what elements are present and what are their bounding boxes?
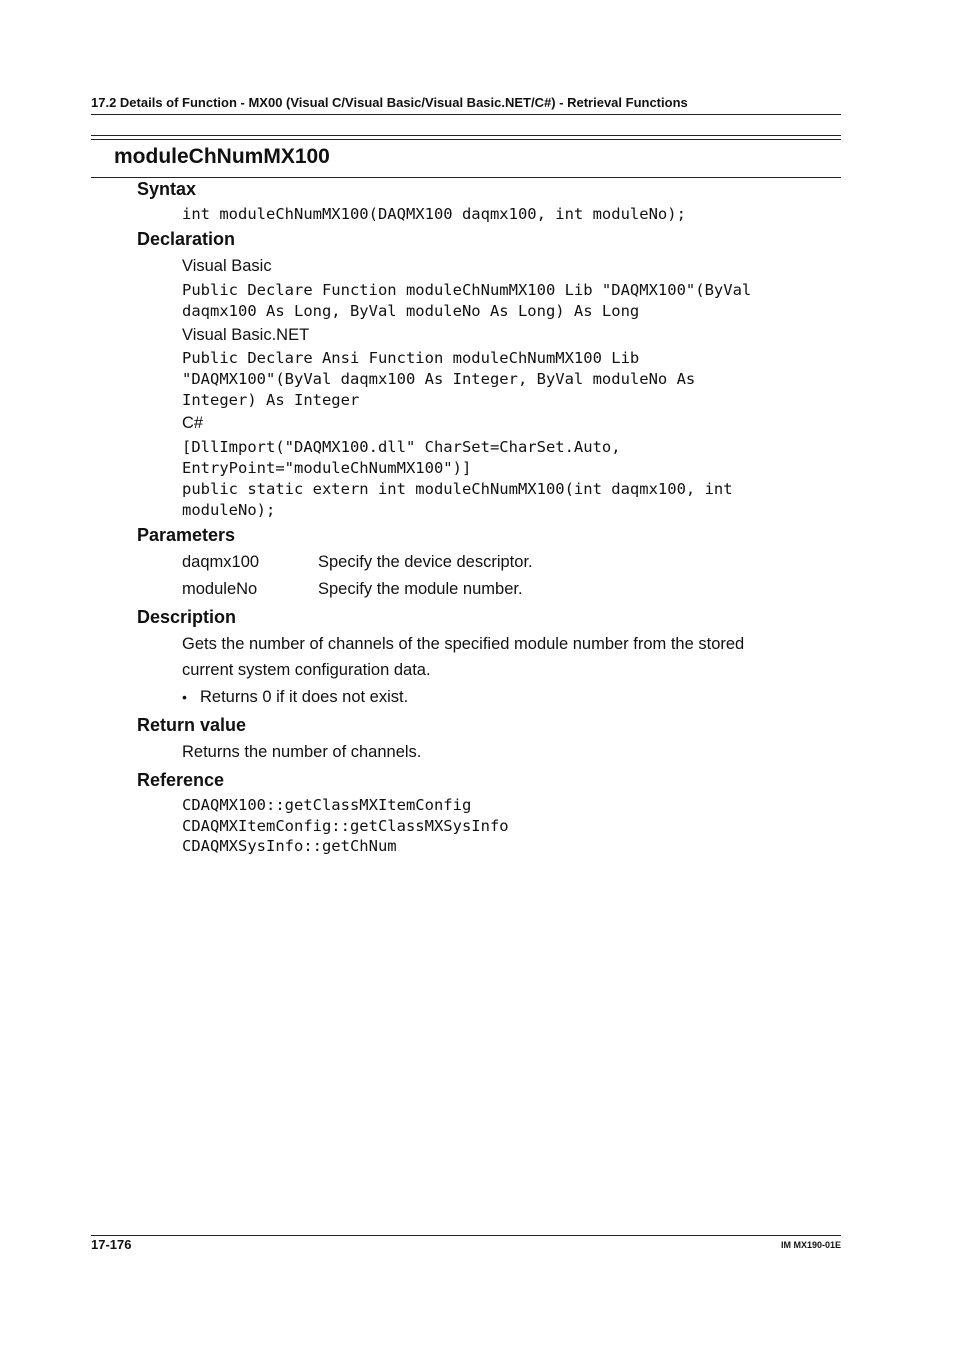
description-bullet-text: Returns 0 if it does not exist. [200,688,409,706]
vbnet-code-line-1: Public Declare Ansi Function moduleChNumMX100 Lib [182,349,640,367]
cs-code-line-3: public static extern int moduleChNumMX100(int daqmx100, int [182,480,733,498]
description-line-2: current system configuration data. [182,661,431,679]
vb-code-line-2: daqmx100 As Long, ByVal moduleNo As Long) As Long [182,302,640,320]
reference-line-1: CDAQMX100::getClassMXItemConfig [182,796,472,814]
declaration-heading: Declaration [137,229,236,249]
running-header: 17.2 Details of Function - MX00 (Visual C/Visual Basic/Visual Basic.NET/C#) - Retrieval Functions [91,95,688,110]
reference-line-3: CDAQMXSysInfo::getChNum [182,837,397,855]
document-id: IM MX190-01E [780,1240,841,1250]
footer-rule [91,1235,841,1236]
reference-heading: Reference [137,770,225,790]
vbnet-code-line-2: "DAQMX100"(ByVal daqmx100 As Integer, ByVal moduleNo As [182,370,696,388]
param-name: daqmx100 [182,553,260,571]
cs-code-line-4: moduleNo); [182,501,276,519]
syntax-code: int moduleChNumMX100(DAQMX100 daqmx100, int moduleNo); [182,205,686,223]
vbnet-code-line-3: Integer) As Integer [182,391,360,409]
param-description: Specify the device descriptor. [318,553,533,571]
function-title: moduleChNumMX100 [114,145,330,168]
title-bottom-rule [91,177,841,178]
title-top-rule-2 [91,139,841,140]
vb-code-line-1: Public Declare Function moduleChNumMX100 Lib "DAQMX100"(ByVal [182,281,752,299]
description-heading: Description [137,607,237,627]
syntax-heading: Syntax [137,179,197,199]
vb-label: Visual Basic [182,257,272,275]
return-value-text: Returns the number of channels. [182,743,422,761]
page-number: 17-176 [91,1237,132,1252]
header-rule [91,114,841,115]
cs-code-line-2: EntryPoint="moduleChNumMX100")] [182,459,472,477]
return-value-heading: Return value [137,715,247,735]
bullet-icon: • [182,689,187,705]
description-line-1: Gets the number of channels of the specified module number from the stored [182,635,745,653]
param-name: moduleNo [182,580,258,598]
cs-label: C# [182,414,204,432]
vbnet-label: Visual Basic.NET [182,326,310,344]
parameters-heading: Parameters [137,525,236,545]
reference-line-2: CDAQMXItemConfig::getClassMXSysInfo [182,817,509,835]
cs-code-line-1: [DllImport("DAQMX100.dll" CharSet=CharSet.Auto, [182,438,621,456]
title-top-rule [91,135,841,136]
param-description: Specify the module number. [318,580,523,598]
